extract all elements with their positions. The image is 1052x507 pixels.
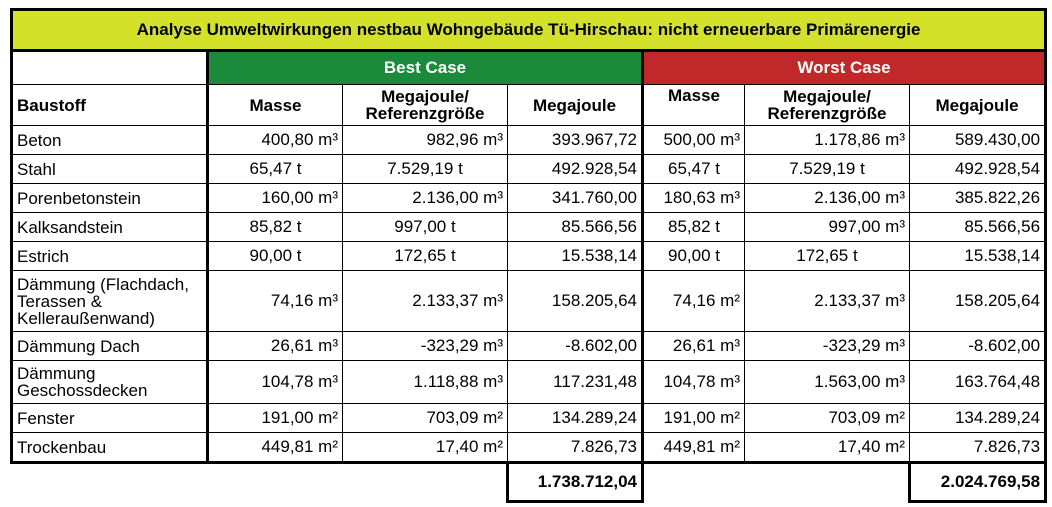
worst-masse: 449,81 m² <box>643 433 745 463</box>
table-row <box>12 213 1046 242</box>
best-mj-ref: 7.529,19 t <box>343 155 508 184</box>
best-case-header: Best Case <box>208 51 643 85</box>
best-total: 1.738.712,04 <box>508 463 643 502</box>
worst-mj-ref: 1.563,00 m³ <box>745 361 910 404</box>
table-row <box>12 332 1046 361</box>
best-masse: 90,00 t <box>208 242 343 271</box>
worst-masse: 191,00 m² <box>643 404 745 433</box>
row-name: Fenster <box>12 404 208 433</box>
table-row <box>12 404 1046 433</box>
best-mj-ref: 1.118,88 m³ <box>343 361 508 404</box>
best-mj-ref: -323,29 m³ <box>343 332 508 361</box>
worst-mj-ref: 172,65 t <box>745 242 910 271</box>
totals-row <box>12 463 1046 502</box>
row-name: Kalksandstein <box>12 213 208 242</box>
col-best-mj: Megajoule <box>508 85 643 126</box>
worst-mj: -8.602,00 <box>910 332 1046 361</box>
worst-case-header: Worst Case <box>643 51 1046 85</box>
worst-masse: 85,82 t <box>643 213 745 242</box>
col-best-mj-ref <box>343 85 508 126</box>
best-masse: 449,81 m² <box>208 433 343 463</box>
table-row <box>12 361 1046 404</box>
worst-masse: 26,61 m³ <box>643 332 745 361</box>
worst-mj-ref: 1.178,86 m³ <box>745 126 910 155</box>
row-name: Trockenbau <box>12 433 208 463</box>
worst-mj-ref: 7.529,19 t <box>745 155 910 184</box>
worst-mj: 85.566,56 <box>910 213 1046 242</box>
energy-table <box>10 8 1047 503</box>
table-row <box>12 126 1046 155</box>
best-masse: 65,47 t <box>208 155 343 184</box>
best-mj: 15.538,14 <box>508 242 643 271</box>
best-mj: 7.826,73 <box>508 433 643 463</box>
worst-mj: 492.928,54 <box>910 155 1046 184</box>
analysis-sheet <box>10 8 1047 503</box>
best-mj-ref: 2.133,37 m³ <box>343 271 508 332</box>
best-mj: 117.231,48 <box>508 361 643 404</box>
best-mj-ref: 172,65 t <box>343 242 508 271</box>
best-mj-ref: 703,09 m² <box>343 404 508 433</box>
table-row <box>12 271 1046 332</box>
worst-mj: 163.764,48 <box>910 361 1046 404</box>
best-masse: 26,61 m³ <box>208 332 343 361</box>
col-worst-masse: Masse <box>643 85 745 126</box>
best-masse: 400,80 m³ <box>208 126 343 155</box>
worst-masse: 90,00 t <box>643 242 745 271</box>
empty-corner <box>12 51 208 85</box>
worst-mj-ref: 17,40 m² <box>745 433 910 463</box>
row-name: Dämmung Dach <box>12 332 208 361</box>
row-name: Dämmung (Flachdach, Terassen & Kelleraußenwand) <box>12 271 208 332</box>
worst-mj: 385.822,26 <box>910 184 1046 213</box>
worst-masse: 104,78 m³ <box>643 361 745 404</box>
row-name: Porenbetonstein <box>12 184 208 213</box>
worst-masse: 180,63 m³ <box>643 184 745 213</box>
table-title: Analyse Umweltwirkungen nestbau Wohngebäude Tü-Hirschau: nicht erneuerbare Primärenergie <box>12 10 1046 51</box>
worst-mj-ref: 2.136,00 m³ <box>745 184 910 213</box>
worst-masse: 65,47 t <box>643 155 745 184</box>
row-name: Dämmung Geschossdecken <box>12 361 208 404</box>
row-name: Estrich <box>12 242 208 271</box>
best-mj: -8.602,00 <box>508 332 643 361</box>
col-worst-mj-ref-line2: Referenzgröße <box>767 104 887 123</box>
table-row <box>12 242 1046 271</box>
col-worst-mj: Megajoule <box>910 85 1046 126</box>
row-name: Stahl <box>12 155 208 184</box>
worst-mj: 134.289,24 <box>910 404 1046 433</box>
best-mj: 341.760,00 <box>508 184 643 213</box>
col-best-masse: Masse <box>208 85 343 126</box>
best-mj-ref: 17,40 m² <box>343 433 508 463</box>
column-header-row <box>12 85 1046 126</box>
best-mj: 134.289,24 <box>508 404 643 433</box>
best-mj: 85.566,56 <box>508 213 643 242</box>
table-row <box>12 155 1046 184</box>
best-mj-ref: 2.136,00 m³ <box>343 184 508 213</box>
best-mj-ref: 997,00 t <box>343 213 508 242</box>
best-mj: 393.967,72 <box>508 126 643 155</box>
best-masse: 74,16 m³ <box>208 271 343 332</box>
best-masse: 85,82 t <box>208 213 343 242</box>
col-worst-mj-ref-line1: Megajoule/ <box>783 87 871 106</box>
worst-total: 2.024.769,58 <box>910 463 1046 502</box>
worst-mj-ref: 703,09 m² <box>745 404 910 433</box>
col-worst-mj-ref <box>745 85 910 126</box>
worst-masse: 500,00 m³ <box>643 126 745 155</box>
worst-mj-ref: 997,00 m³ <box>745 213 910 242</box>
best-masse: 191,00 m² <box>208 404 343 433</box>
worst-mj: 15.538,14 <box>910 242 1046 271</box>
best-mj-ref: 982,96 m³ <box>343 126 508 155</box>
best-mj: 158.205,64 <box>508 271 643 332</box>
col-baustoff: Baustoff <box>12 85 208 126</box>
col-best-mj-ref-line2: Referenzgröße <box>365 104 485 123</box>
best-masse: 160,00 m³ <box>208 184 343 213</box>
worst-mj: 7.826,73 <box>910 433 1046 463</box>
table-row <box>12 184 1046 213</box>
worst-mj-ref: -323,29 m³ <box>745 332 910 361</box>
best-mj: 492.928,54 <box>508 155 643 184</box>
worst-mj: 589.430,00 <box>910 126 1046 155</box>
row-name: Beton <box>12 126 208 155</box>
worst-mj: 158.205,64 <box>910 271 1046 332</box>
table-row <box>12 433 1046 463</box>
best-masse: 104,78 m³ <box>208 361 343 404</box>
col-best-mj-ref-line1: Megajoule/ <box>381 87 469 106</box>
worst-mj-ref: 2.133,37 m³ <box>745 271 910 332</box>
worst-masse: 74,16 m² <box>643 271 745 332</box>
